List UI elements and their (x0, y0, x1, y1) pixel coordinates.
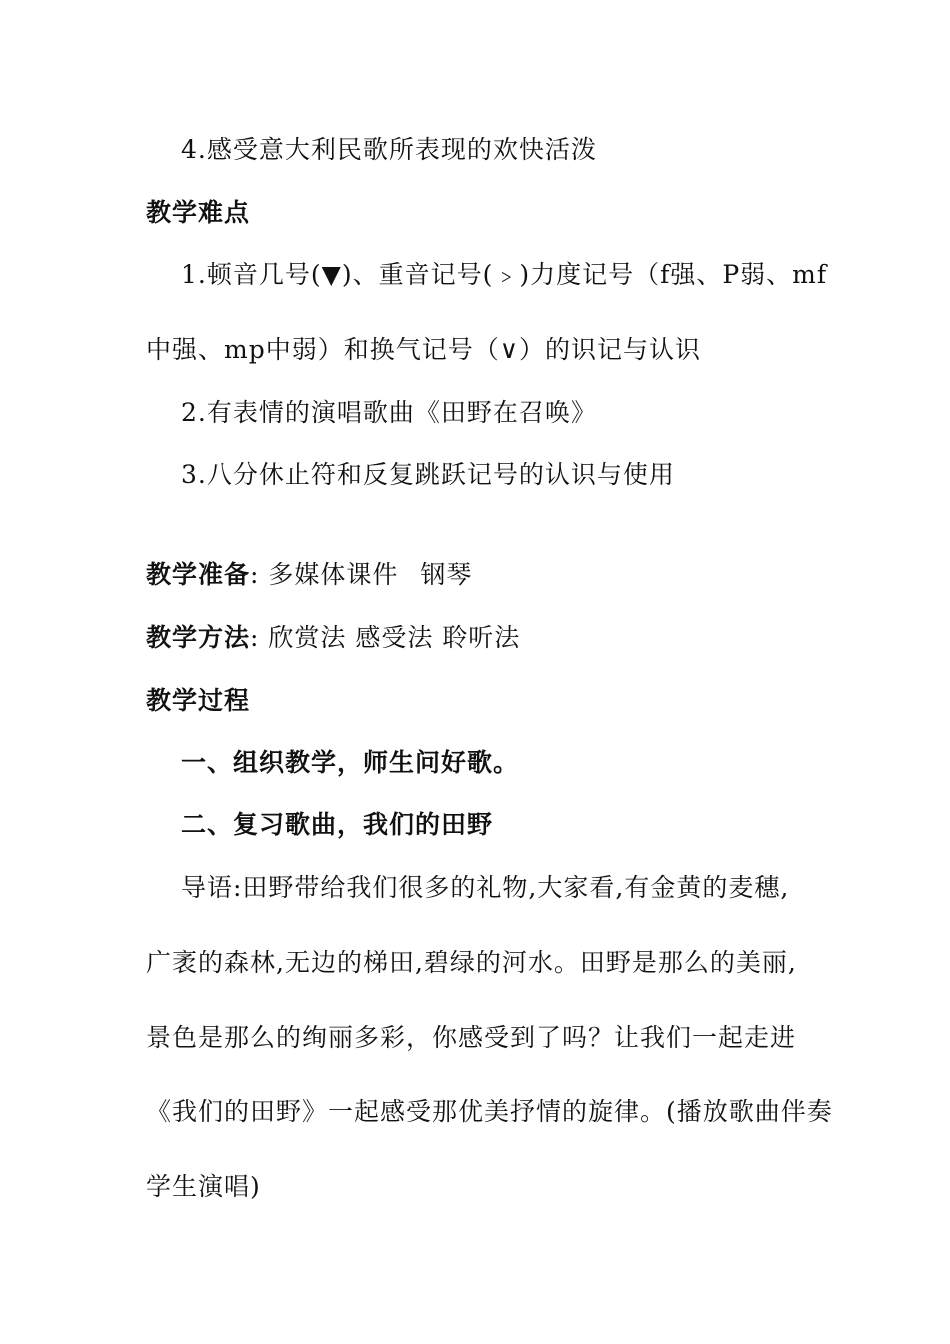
method-line (146, 622, 520, 654)
difficulty-item-1-line-2: 中强、mp中弱）和换气记号（∨）的识记与认识 (146, 335, 702, 364)
intro-line-4: 《我们的田野》一起感受那优美抒情的旋律。(播放歌曲伴奏 (146, 1097, 833, 1126)
intro-line-2: 广袤的森林,无边的梯田,碧绿的河水。田野是那么的美丽, (146, 948, 797, 977)
intro-line-5: 学生演唱) (146, 1172, 261, 1201)
preparation-separator: : (250, 560, 260, 589)
process-step-2: 二、复习歌曲，我们的田野 (181, 810, 494, 839)
intro-line-3: 景色是那么的绚丽多彩，你感受到了吗？让我们一起走进 (146, 1023, 797, 1052)
preparation-line (146, 559, 472, 591)
difficulty-item-1-line-1: 1.顿音几号(▼)、重音记号(﹥)力度记号（f强、P弱、mf (181, 260, 828, 289)
method-value: 欣赏法 感受法 聆听法 (268, 623, 521, 652)
method-separator: : (250, 623, 260, 652)
preparation-value-2: 钢琴 (420, 560, 473, 589)
difficulty-heading: 教学难点 (146, 198, 251, 227)
process-heading: 教学过程 (146, 686, 251, 715)
method-label: 教学方法 (146, 623, 251, 652)
objective-item-4: 4.感受意大利民歌所表现的欢快活泼 (181, 135, 597, 164)
preparation-label: 教学准备 (146, 560, 251, 589)
difficulty-item-3: 3.八分休止符和反复跳跃记号的认识与使用 (181, 460, 675, 489)
preparation-value-1: 多媒体课件 (268, 560, 399, 589)
difficulty-item-2: 2.有表情的演唱歌曲《田野在召唤》 (181, 398, 597, 427)
intro-line-1: 导语:田野带给我们很多的礼物,大家看,有金黄的麦穗, (181, 873, 790, 902)
process-step-1: 一、组织教学，师生问好歌。 (181, 748, 520, 777)
